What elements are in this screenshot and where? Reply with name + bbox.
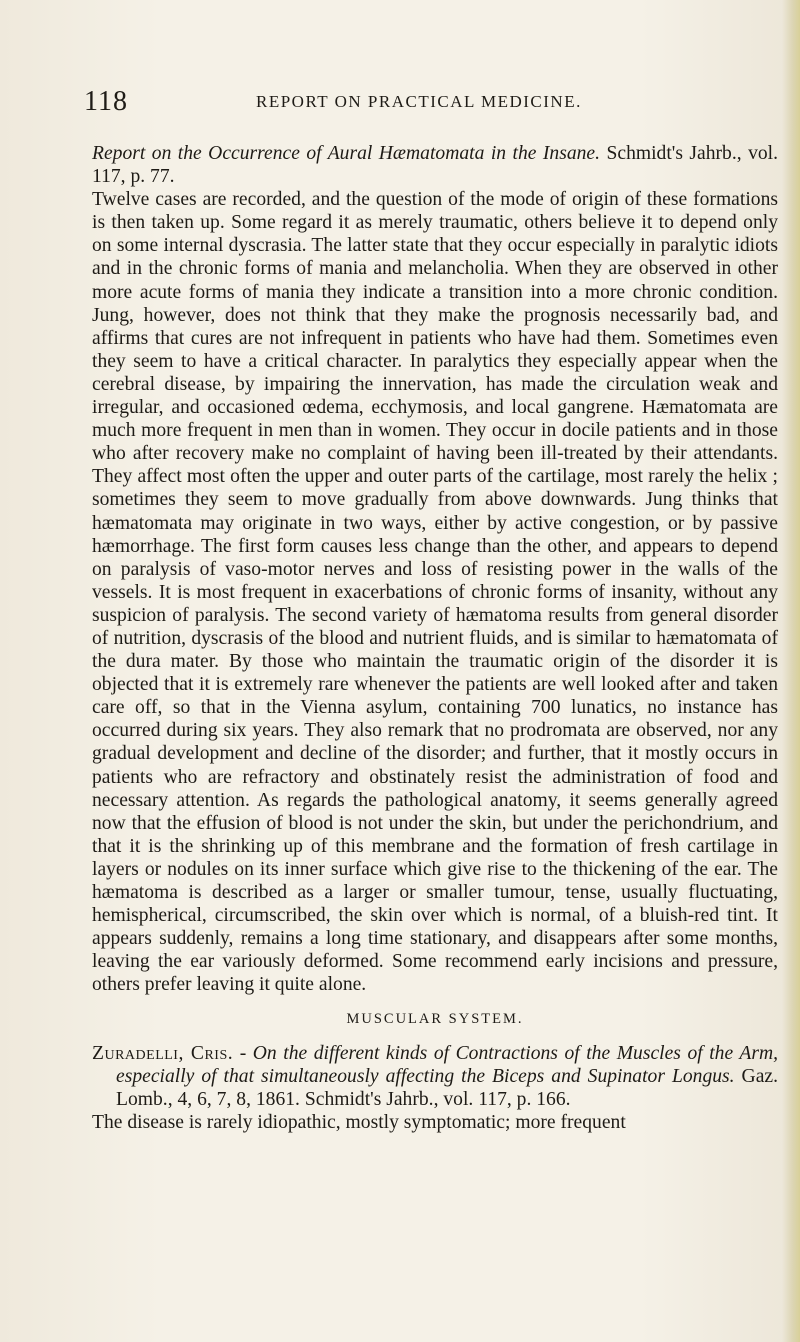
report-title: Report on the Occurrence of Aural Hæmatomata in the Insane.	[92, 143, 601, 164]
reference-source: Gaz. Lomb., 4, 6, 7, 8, 1861. Schmidt's Jahrb., vol. 117, p. 166.	[116, 1065, 778, 1110]
main-paragraph: Twelve cases are recorded, and the question of the mode of origin of these formations is then taken up. Some regard it as merely traumatic, others believe it to depend only on some internal dyscrasia. The latter state that they occur especially in paralytic idiots and in the chronic forms of mania and melancholia. When they are observed in other more acute forms of mania they indicate a transition into a more chronic condition. Jung, however, does not think that they make the prognosis necessarily bad, and affirms that cures are not infrequent in patients who have had them. Sometimes even they seem to have a critical character. In paralytics they especially appear when the cerebral disease, by impairing the innervation, has made the circulation weak and irregular, and occasioned œdema, ecchymosis, and local gangrene. Hæmatomata are much more frequent in men than in women. They occur in docile patients and in those who after recovery make no complaint of having been ill-treated by their attendants. They affect most often the upper and outer parts of the cartilage, most rarely the helix ; sometimes they seem to move gradually from above downwards. Jung thinks that hæmatomata may originate in two ways, either by active congestion, or by passive hæmorrhage. The first form causes less change than the other, and appears to depend on paralysis of vaso-motor nerves and loss of resisting power in the walls of the vessels. It is most frequent in exacerbations of chronic forms of insanity, without any suspicion of paralysis. The second variety of hæmatoma results from general disorder of nutrition, dyscrasis of the blood and nutrient fluids, and is similar to hæmatomata of the dura mater. By those who maintain the traumatic origin of the disorder it is objected that it is extremely rare whenever the patients are well looked after and taken care off, so that in the Vienna asylum, containing 700 lunatics, no instance has occurred during six years. They also remark that no prodromata are observed, nor any gradual development and decline of the disorder; and further, that it mostly occurs in patients who are refractory and obstinately resist the administration of food and necessary attention. As regards the pathological anatomy, it seems generally agreed now that the effusion of blood is not under the skin, but under the perichondrium, and that it is the shrinking up of this membrane and the formation of fresh cartilage in layers or nodules on its inner surface which give rise to the thickening of the ear. The hæmatoma is described as a larger or smaller tumour, tense, usually fluctuating, hemispherical, circumscribed, the skin over which is normal, of a bluish-red tint. It appears suddenly, remains a long time stationary, and disappears after some months, leaving the ear variously deformed. Some recommend early incisions and pressure, others prefer leaving it quite alone.	[92, 189, 778, 996]
running-title: REPORT ON PRACTICAL MEDICINE.	[256, 92, 582, 111]
page-edge-shading	[782, 0, 800, 1342]
body-text	[92, 142, 778, 1134]
reference-author: Zuradelli, Cris.	[92, 1042, 234, 1064]
reference-title: On the different kinds of Contractions of the Muscles of the Arm, especially of that simultaneously affecting the Biceps and Supinator Longus.	[116, 1042, 778, 1087]
closing-paragraph: The disease is rarely idiopathic, mostly symptomatic; more frequent	[92, 1111, 626, 1133]
reference-dash: -	[233, 1042, 253, 1064]
report-source: Schmidt's Jahrb., vol. 117, p. 77.	[92, 143, 779, 188]
report-citation	[92, 142, 778, 188]
section-heading: MUSCULAR SYSTEM.	[346, 1011, 524, 1028]
running-head	[84, 86, 774, 120]
reference-citation	[92, 1042, 778, 1111]
page-number: 118	[84, 86, 128, 117]
